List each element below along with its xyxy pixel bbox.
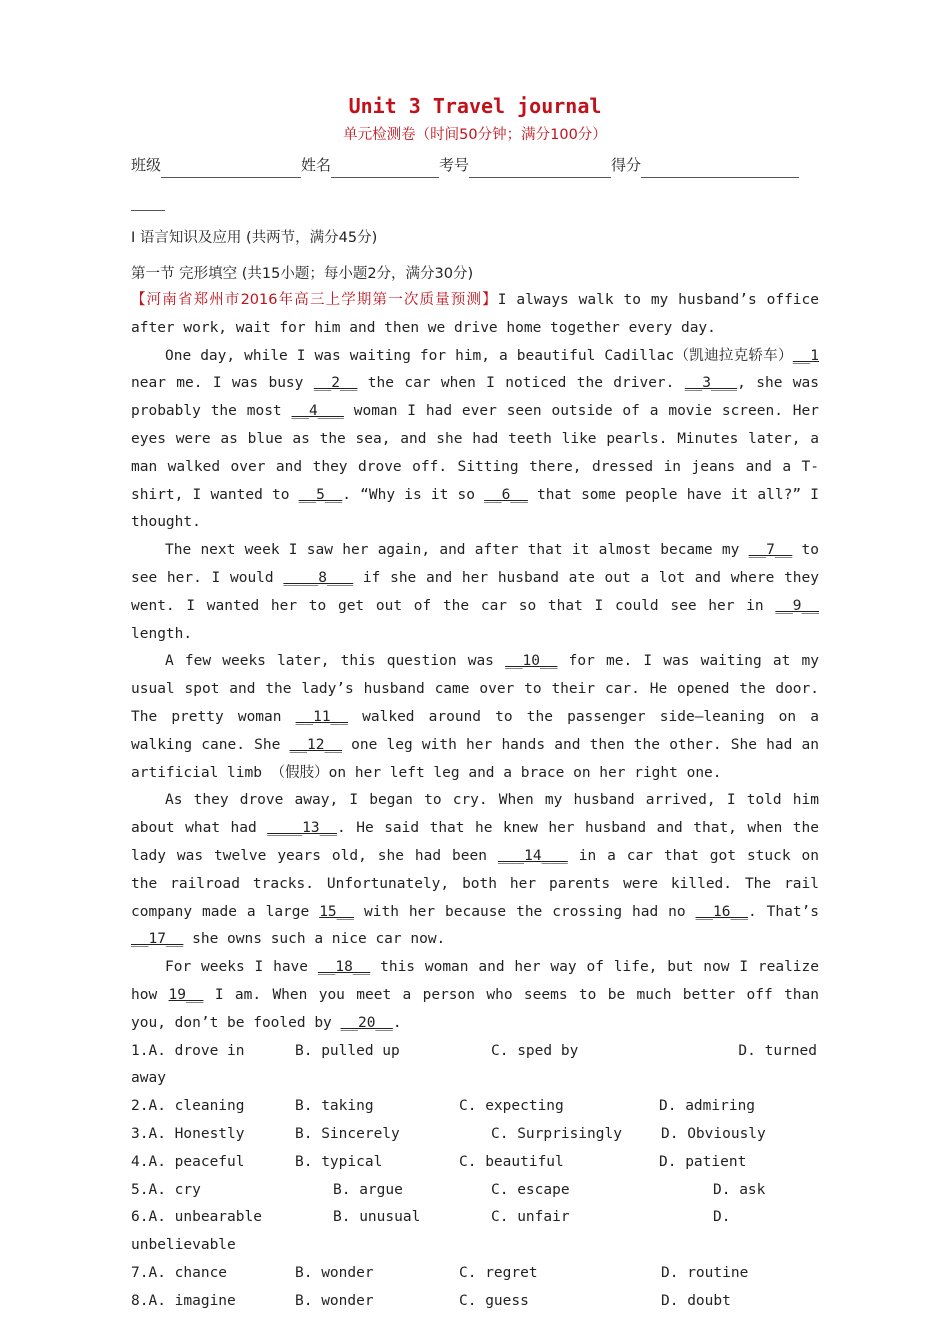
blank-5: __5__ [298,486,343,503]
option-1d-end: away [131,1070,166,1087]
blank-7: __7__ [748,542,793,559]
blank-17: __17__ [131,931,184,948]
class-field[interactable] [161,159,301,178]
option-6b: B. unusual [333,1209,421,1226]
option-row-1: 1.A. drove in B. pulled up C. sped by D. turned away [131,1038,819,1094]
blank-1: __1 [792,347,819,364]
option-8d: D. doubt [661,1292,731,1309]
option-8a: A. imagine [148,1292,236,1309]
page-title: Unit 3 Travel journal [348,94,602,118]
blank-10: __10__ [505,653,558,670]
option-1c: C. sped by [491,1042,579,1059]
score-label: 得分 [611,156,642,174]
option-row-4: 4.A. peaceful B. typical C. beautiful D. patient [131,1149,819,1177]
option-4c: C. beautiful [459,1153,564,1170]
option-7c: C. regret [459,1264,538,1281]
option-row-8: 8.A. imagine B. wonder C. guess D. doubt [131,1288,819,1316]
section-heading: 第一节 完形填空 (共15小题；每小题2分，满分30分) [131,266,474,282]
option-6c: C. unfair [491,1209,570,1226]
name-label: 姓名 [301,156,332,174]
passage-paragraph-3: The next week I saw her again, and after that it almost became my __7__ to see her. I would ____8___ if she and her husband ate out a lot and where they went. I wanted her to get out of the car so that I could see her in __9__ length. [131,542,819,642]
blank-3: __3___ [684,375,738,392]
option-5a: A. cry [148,1181,201,1198]
option-7d: D. routine [661,1264,749,1281]
option-row-6: 6.A. unbearable B. unusual C. unfair D. unbelievable [131,1204,819,1260]
source-label: 【河南省郑州市2016年高三上学期第一次质量预测】 [131,292,498,308]
option-2c: C. expecting [459,1098,564,1115]
name-field[interactable] [331,159,439,178]
option-4d: D. patient [659,1153,747,1170]
blank-6: __6__ [484,486,528,503]
blank-12: __12__ [289,736,342,753]
option-6d-start: D. [713,1209,731,1226]
passage-paragraph-6: For weeks I have __18__ this woman and her way of life, but now I realize how 19__ I am. When you meet a person who seems to be much better off than you, don’t be fooled by __20__. [131,959,820,1031]
option-2d: D. admiring [659,1098,756,1115]
blank-9: __9__ [775,597,819,614]
option-7a: A. chance [148,1264,228,1281]
option-6a: A. unbearable [148,1209,262,1226]
passage-paragraph-5: As they drove away, I began to cry. When my husband arrived, I told him about what had ____13__. He said that he knew her husband and that, when the lady was twelve years old, she had been ___14___ in a car that got stuck on the railroad tracks. Unfortunately, both her parents were killed. The rail company made a large 15__ with her because the crossing had no __16__. That’s __17__ she owns such a nice car now. [131,792,820,948]
option-row-5: 5.A. cry B. argue C. escape D. ask [131,1177,819,1205]
score-field[interactable] [641,159,799,178]
blank-20: __20__ [340,1014,393,1031]
option-8b: B. wonder [295,1292,374,1309]
blank-4: __4___ [291,403,344,420]
option-4b: B. typical [295,1153,383,1170]
option-row-7: 7.A. chance B. wonder C. regret D. routine [131,1260,819,1288]
passage-paragraph-2: One day, while I was waiting for him, a beautiful Cadillac（凯迪拉克轿车）__1 near me. I was busy __2__ the car when I noticed the driver. __3___, she was probably the most __4___ woman I had ever seen outside of a movie screen. Her eyes were as blue as the sea, and she had teeth like pearls. Minutes later, a man walked over and they drove off. Sitting there, dressed in jeans and a T-shirt, I wanted to __5__. “Why is it so __6__ that some people have it all?” I thought. [131,347,819,531]
option-2a: A. cleaning [148,1098,245,1115]
option-1a: A. drove in [148,1042,245,1059]
option-6d-end: unbelievable [131,1237,236,1254]
class-label: 班级 [131,156,162,174]
exam-number-label: 考号 [439,156,470,174]
option-3a: A. Honestly [148,1125,245,1142]
score-field-continuation [131,196,165,211]
part-heading: I 语言知识及应用 (共两节，满分45分) [131,230,378,246]
blank-19: 19__ [168,986,204,1003]
answer-options [131,1038,819,1316]
blank-15: 15__ [319,903,355,920]
option-3d: D. Obviously [661,1125,766,1142]
exam-number-field[interactable] [469,159,611,178]
option-1d-start: D. turned [738,1042,817,1059]
option-4a: A. peaceful [148,1153,245,1170]
option-3c: C. Surprisingly [491,1125,622,1142]
passage-paragraph-4: A few weeks later, this question was __10__ for me. I was waiting at my usual spot and the lady’s husband came over to their car. He opened the door. The pretty woman __11__ walked around to the passenger side—leaning on a walking cane. She __12__ one leg with her hands and then the other. She had an artificial limb （假肢）on her left leg and a brace on her right one. [131,653,820,781]
blank-18: __18__ [317,959,371,976]
option-row-3: 3.A. Honestly B. Sincerely C. Surprisingly D. Obviously [131,1121,819,1149]
blank-8: ____8___ [283,569,354,586]
option-3b: B. Sincerely [295,1125,400,1142]
option-8c: C. guess [459,1292,529,1309]
blank-14: ___14___ [497,847,568,864]
option-7b: B. wonder [295,1264,374,1281]
option-row-2: 2.A. cleaning B. taking C. expecting D. admiring [131,1093,819,1121]
option-5d: D. ask [713,1181,766,1198]
blank-16: __16__ [695,903,748,920]
blank-2: __2__ [313,375,358,392]
option-5c: C. escape [491,1181,570,1198]
page-subtitle: 单元检测卷（时间50分钟；满分100分） [343,127,607,143]
option-1b: B. pulled up [295,1042,400,1059]
option-5b: B. argue [333,1181,403,1198]
student-info-line [131,152,819,178]
passage-paragraph-1: 【河南省郑州市2016年高三上学期第一次质量预测】I always walk to my husband’s office after work, wait for him and then we drive home together every day. [131,292,819,336]
option-2b: B. taking [295,1098,374,1115]
exam-page [131,90,819,1315]
blank-11: __11__ [295,708,349,725]
blank-13: ____13__ [267,820,338,837]
